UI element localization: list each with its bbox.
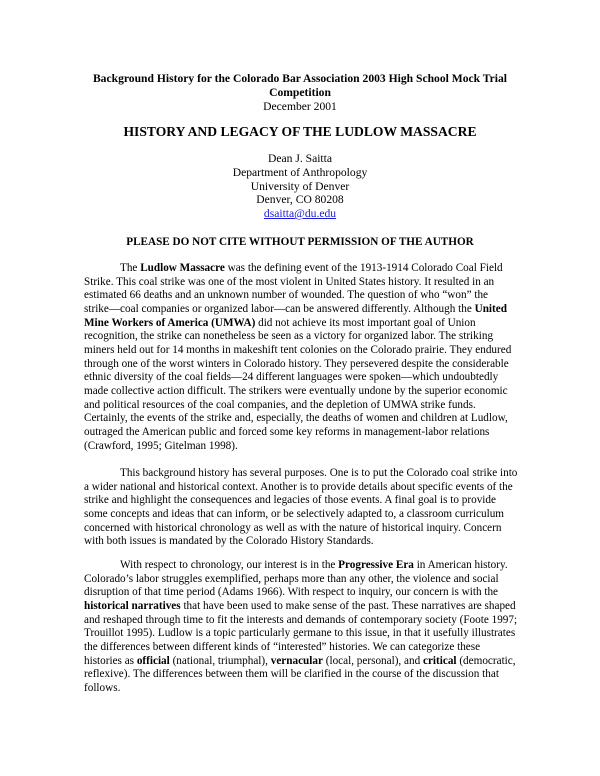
- header-line-1: Background History for the Colorado Bar Association 2003 High School Mock Trial: [92, 72, 508, 85]
- term-official: official: [136, 654, 170, 667]
- paragraph-line: and political resources of the coal companies, and the depletion of UMWA strike funds.: [84, 398, 476, 411]
- paragraph-line: follows.: [84, 681, 121, 694]
- header-line-2: Competition: [269, 86, 331, 99]
- term-umwa-cont: Mine Workers of America (UMWA): [84, 316, 256, 329]
- paragraph-3: [84, 559, 534, 696]
- paragraph-line: through one of the worst winters in Colorado history. They persevered despite the considerable: [84, 357, 509, 370]
- term-umwa: United: [474, 302, 507, 315]
- paragraph-line: disruption of that time period (Adams 1966). With respect to inquiry, our concern is with the: [84, 586, 499, 599]
- paragraph-line: ethnic diversity of the coal fields—24 different languages were spoken—which undoubtedly: [84, 371, 499, 384]
- header-date: December 2001: [263, 100, 337, 113]
- paragraph-line: made collective action difficult. The strikers were eventually undone by the superior economic: [84, 384, 508, 397]
- paragraph-line: reflexive). The differences between them will be clarified in the course of the discussion that: [84, 668, 499, 681]
- author-email-link[interactable]: dsaitta@du.edu: [263, 207, 337, 221]
- term-ludlow-massacre: Ludlow Massacre: [140, 262, 225, 274]
- paragraph-line: This background history has several purposes. One is to put the Colorado coal strike into: [120, 467, 518, 479]
- term-historical-narratives: historical narratives: [84, 599, 181, 612]
- paragraph-line: a wider national and historical context. Another is to provide details about specific events of the: [84, 480, 513, 493]
- paragraph-line: estimated 66 deaths and an unknown number of wounded. The question of who “won” the: [84, 289, 489, 302]
- paragraph-line: historical narratives that have been used to make sense of the past. These narratives are shaped: [84, 599, 516, 612]
- author-address: Denver, CO 80208: [256, 193, 344, 207]
- paragraph-line: Mine Workers of America (UMWA) did not achieve its most important goal of Union: [84, 316, 476, 329]
- paragraph-line: The Ludlow Massacre was the defining event of the 1913-1914 Colorado Coal Field: [120, 262, 503, 274]
- term-critical: critical: [422, 654, 457, 667]
- author-block: [60, 152, 540, 221]
- paragraph-line: recognition, the strike can nonetheless be seen as a victory for organized labor. The striking: [84, 330, 494, 343]
- author-name: Dean J. Saitta: [267, 152, 333, 165]
- paragraph-line: some concepts and ideas that can inform, or be selectively adapted to, a classroom curriculum: [84, 507, 505, 520]
- paragraph-line: With respect to chronology, our interest is in the Progressive Era in American history.: [120, 559, 508, 571]
- paragraph-line: outraged the American public and forced some key reforms in management-labor relations: [84, 425, 490, 438]
- paragraph-line: (Crawford, 1995; Gitelman 1998).: [84, 439, 238, 452]
- paragraph-line: strike and highlight the consequences and legacies of those events. A final goal is to provide: [84, 494, 496, 507]
- document-header: [60, 72, 540, 114]
- author-university: University of Denver: [250, 179, 350, 193]
- paragraph-line: and reshaped through time to fit the interests and demands of contemporary society (Foote 1997;: [84, 613, 518, 626]
- paragraph-line: with both issues is mandated by the Colorado History Standards.: [84, 535, 374, 548]
- paragraph-line: Colorado’s labor struggles exemplified, perhaps more than any other, the violence and social: [84, 572, 499, 585]
- term-vernacular: vernacular: [270, 654, 323, 667]
- paragraph-line: histories as official (national, triumphal), vernacular (local, personal), and critical (democratic,: [84, 654, 516, 667]
- paragraph-line: Strike. This coal strike was one of the most violent in United States history. It resulted in an: [84, 275, 495, 288]
- paragraph-line: strike—coal companies or organized labor—can be answered differently. Although the United: [84, 302, 507, 315]
- citation-notice: PLEASE DO NOT CITE WITHOUT PERMISSION OF THE AUTHOR: [126, 236, 474, 248]
- paragraph-line: Certainly, the events of the strike and, especially, the deaths of women and children at Ludlow,: [84, 412, 508, 425]
- paragraph-line: Trouillot 1995). Ludlow is a topic particularly germane to this issue, in that it usefully illustrates: [84, 627, 516, 640]
- paragraph-2: [84, 467, 534, 549]
- paragraph-line: the differences between different kinds of “interested” histories. We can categorize these: [84, 640, 481, 653]
- author-department: Department of Anthropology: [232, 165, 368, 179]
- term-progressive-era: Progressive Era: [338, 559, 414, 571]
- paragraph-line: miners held out for 14 months in makeshift tent colonies on the Colorado prairie. They endured: [84, 343, 512, 356]
- paragraph-line: concerned with historical chronology as well as with the nature of historical inquiry. Concern: [84, 521, 502, 534]
- paragraph-1: [84, 262, 534, 453]
- document-title: HISTORY AND LEGACY OF THE LUDLOW MASSACRE: [123, 124, 477, 139]
